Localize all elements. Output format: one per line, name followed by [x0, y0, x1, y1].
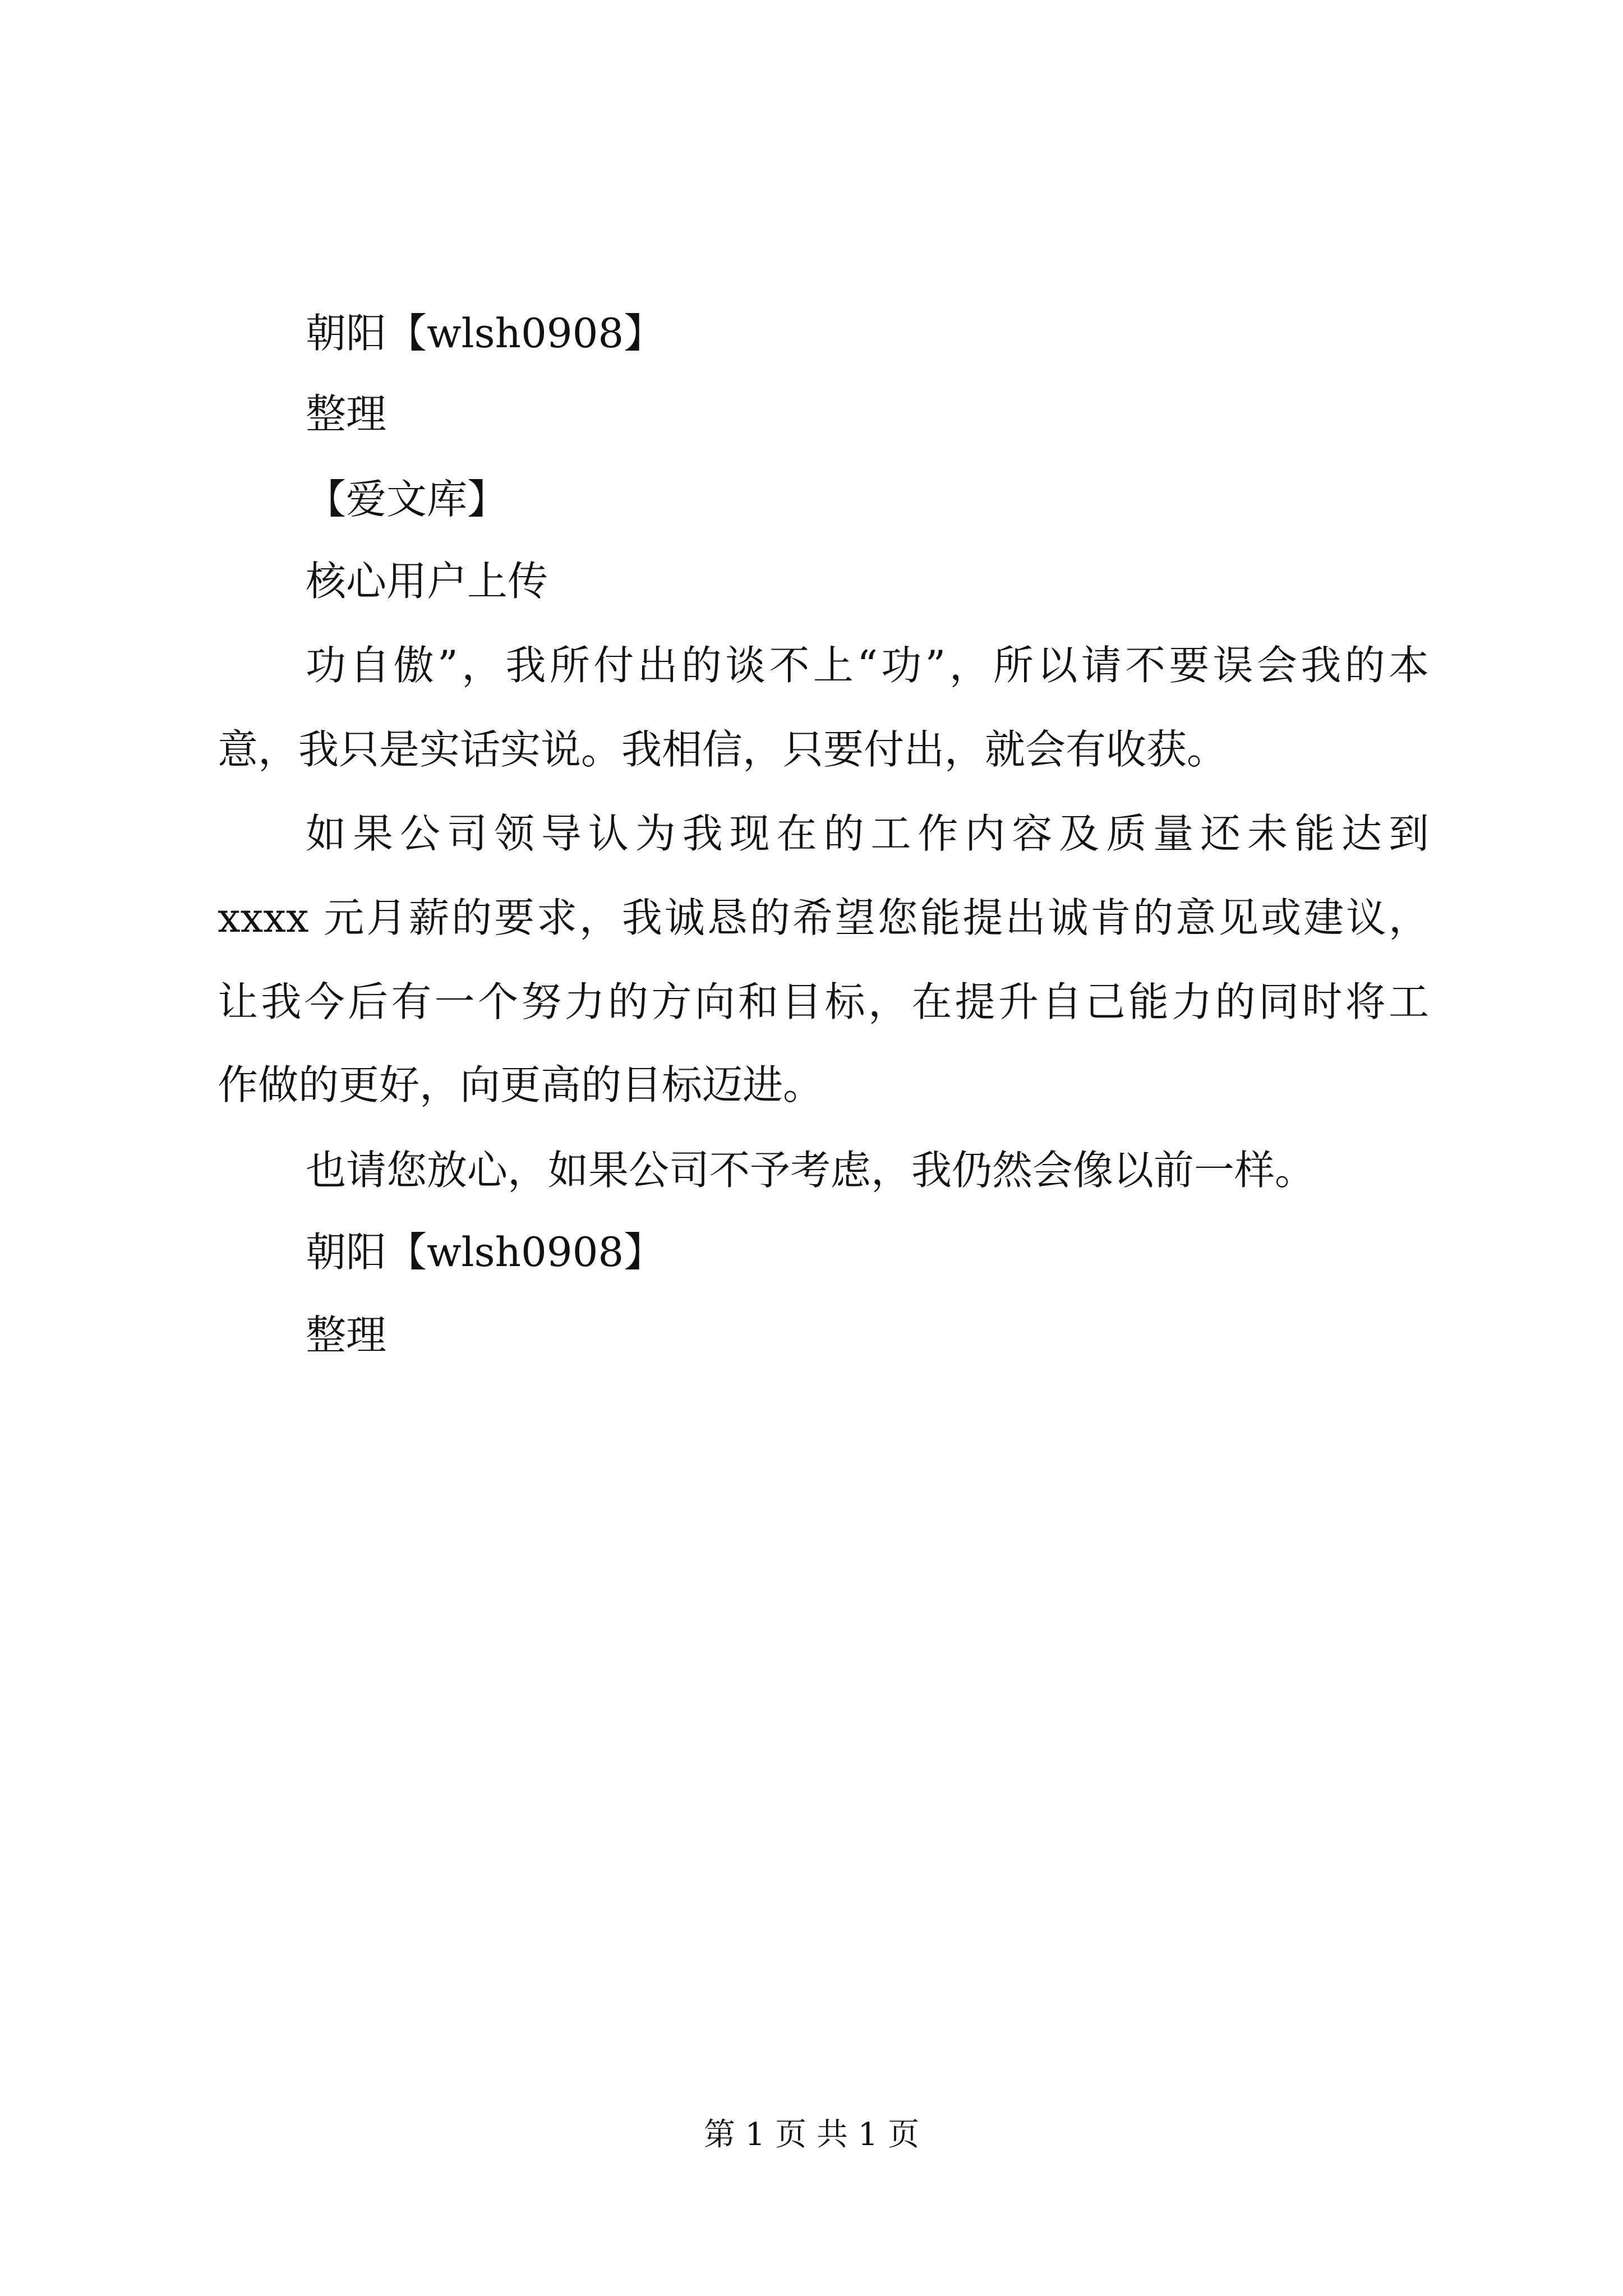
- body-paragraph-2-line-3: 让我今后有一个努力的方向和目标，在提升自己能力的同时将工: [218, 978, 1429, 1025]
- header-author-line: 朝阳【wlsh0908】: [306, 310, 665, 357]
- body-paragraph-3: 也请您放心，如果公司不予考虑，我仍然会像以前一样。: [306, 1147, 1316, 1194]
- body-paragraph-1-line-1: 功自傲”，我所付出的谈不上“功”，所以请不要误会我的本: [306, 642, 1429, 689]
- footer-organize-line: 整理: [306, 1312, 387, 1359]
- footer-author-line: 朝阳【wlsh0908】: [306, 1228, 665, 1276]
- page-number: 第 1 页 共 1 页: [703, 2116, 920, 2153]
- body-paragraph-1-line-2: 意，我只是实话实说。我相信，只要付出，就会有收获。: [218, 726, 1228, 773]
- body-paragraph-2-line-1: 如果公司领导认为我现在的工作内容及质量还未能达到: [306, 810, 1429, 857]
- header-organize-line: 整理: [306, 390, 387, 438]
- body-paragraph-2-line-2: xxxx 元月薪的要求，我诚恳的希望您能提出诚肯的意见或建议，: [218, 894, 1429, 941]
- header-upload-line: 核心用户上传: [306, 558, 548, 605]
- body-paragraph-2-line-4: 作做的更好，向更高的目标迈进。: [218, 1061, 824, 1108]
- header-library-line: 【爱文库】: [306, 476, 508, 523]
